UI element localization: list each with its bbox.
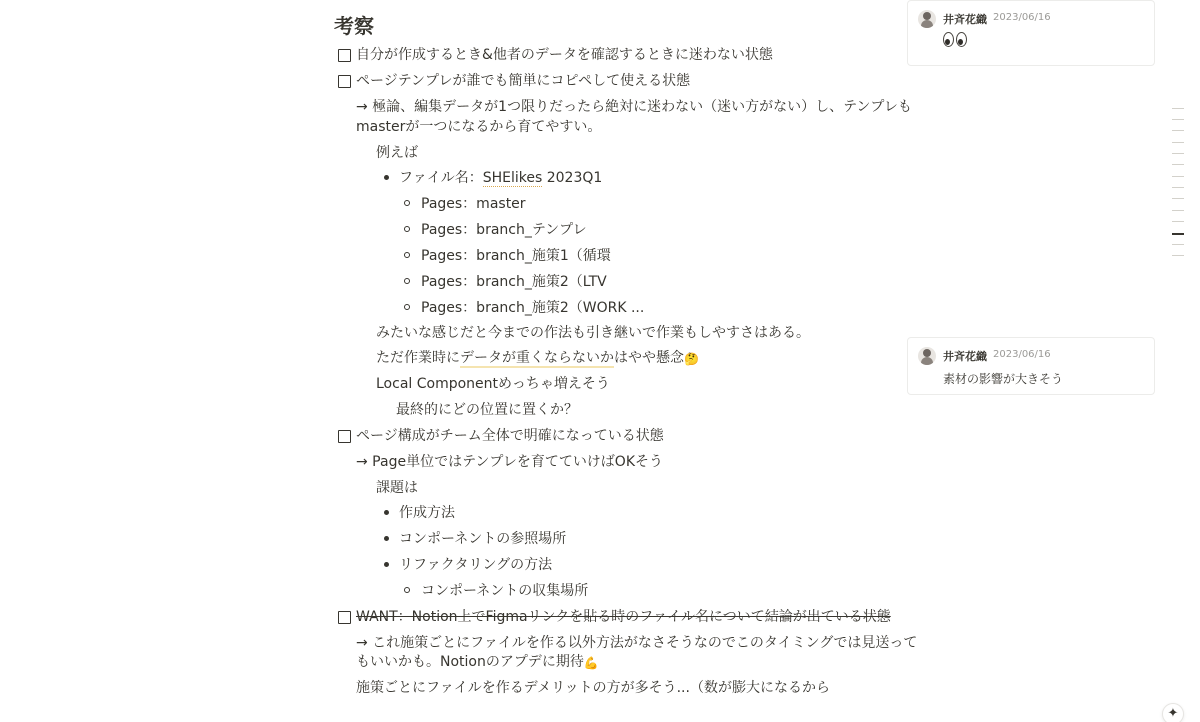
file-brand: SHElikes	[482, 170, 543, 186]
comment-author[interactable]: 井斉花織	[943, 13, 987, 26]
bullet-circle-icon	[404, 304, 410, 310]
todo-checkbox-2[interactable]	[338, 75, 351, 88]
flexed-biceps-icon: 💪	[583, 656, 599, 670]
outline-tick[interactable]	[1172, 221, 1184, 222]
page-item[interactable]: Pages：branch_テンプレ	[421, 222, 587, 238]
document-body	[334, 0, 918, 722]
text-segment: ただ作業時に	[376, 350, 460, 366]
eyes-icon	[943, 32, 969, 50]
todo-checkbox-4[interactable]	[338, 611, 351, 624]
text-line[interactable]: みたいな感じだと今までの作法も引き継いで作業もしやすさはある。	[376, 325, 810, 341]
outline-tick[interactable]	[1172, 244, 1184, 245]
comment-card-2[interactable]	[907, 337, 1155, 395]
bullet-circle-icon	[404, 278, 410, 284]
comment-date: 2023/06/16	[993, 12, 1051, 23]
bullet-circle-icon	[404, 200, 410, 206]
note-line[interactable]	[356, 652, 599, 673]
outline-tick[interactable]	[1172, 130, 1184, 131]
thinking-face-icon: 🤔	[684, 352, 699, 366]
outline-tick[interactable]	[1172, 153, 1184, 154]
text-segment: はやや懸念	[614, 350, 684, 366]
comment-date: 2023/06/16	[993, 349, 1051, 360]
outline-tick[interactable]	[1172, 255, 1184, 256]
bullet-disc-icon	[384, 562, 389, 567]
todo-checkbox-1[interactable]	[338, 49, 351, 62]
note-line[interactable]: → Page単位ではテンプレを育てていけばOKそう	[356, 454, 664, 470]
file-suffix: 2023Q1	[542, 170, 603, 186]
issue-item[interactable]: コンポーネントの参照場所	[399, 531, 567, 547]
outline-tick[interactable]	[1172, 198, 1184, 199]
comment-highlight[interactable]: データが重くならないか	[460, 350, 614, 366]
note-line[interactable]: → 極論、編集データが1つ限りだったら絶対に迷わない（迷い方がない）し、テンプレも	[356, 99, 912, 115]
text-line-commented[interactable]	[376, 348, 699, 369]
todo-checkbox-3[interactable]	[338, 430, 351, 443]
page-item[interactable]: Pages：branch_施策1（循環	[421, 248, 611, 264]
comment-text: 素材の影響が大きそう	[943, 372, 1064, 386]
outline-tick[interactable]	[1172, 210, 1184, 211]
bullet-circle-icon	[404, 226, 410, 232]
outline-tick[interactable]	[1172, 108, 1184, 109]
text-segment: もいいかも。Notionのアプデに期待	[356, 654, 584, 670]
section-heading: 考察	[334, 14, 374, 38]
page-item[interactable]: Pages：branch_施策2（WORK ...	[421, 300, 645, 316]
file-name-item[interactable]	[399, 168, 602, 188]
bullet-disc-icon	[384, 510, 389, 515]
page-item[interactable]: Pages：branch_施策2（LTV	[421, 274, 607, 290]
page-item[interactable]: Pages：master	[421, 196, 526, 212]
todo-text-3[interactable]: ページ構成がチーム全体で明確になっている状態	[356, 428, 664, 444]
note-line[interactable]: → これ施策ごとにファイルを作る以外方法がなさそうなのでこのタイミングでは見送って	[356, 635, 918, 651]
todo-text-1[interactable]: 自分が作成するとき&他者のデータを確認するときに迷わない状態	[356, 47, 773, 63]
text-line[interactable]: 例えば	[376, 145, 418, 161]
outline-tick[interactable]	[1172, 164, 1184, 165]
issue-subitem[interactable]: コンポーネントの収集場所	[421, 583, 589, 599]
text-line[interactable]: 課題は	[376, 480, 418, 496]
outline-tick[interactable]	[1172, 187, 1184, 188]
bullet-disc-icon	[384, 175, 389, 180]
outline-tick[interactable]	[1172, 119, 1184, 120]
todo-text-4[interactable]: WANT：Notion上でFigmaリンクを貼る時のファイル名について結論が出ている状態	[356, 609, 891, 625]
bullet-circle-icon	[404, 252, 410, 258]
file-prefix: ファイル名：	[399, 170, 483, 186]
avatar[interactable]	[918, 10, 936, 28]
bullet-disc-icon	[384, 536, 389, 541]
text-line[interactable]: 施策ごとにファイルを作るデメリットの方が多そう...（数が膨大になるから	[356, 680, 830, 696]
sparkle-icon[interactable]: ✦	[1162, 703, 1184, 722]
todo-text-2[interactable]: ページテンプレが誰でも簡単にコピペして使える状態	[356, 73, 691, 89]
issue-item[interactable]: 作成方法	[399, 505, 455, 521]
outline-tick-active[interactable]	[1172, 233, 1184, 235]
note-line[interactable]: masterが一つになるから育てやすい。	[356, 119, 602, 135]
outline-tick[interactable]	[1172, 142, 1184, 143]
avatar[interactable]	[918, 347, 936, 365]
text-line[interactable]: Local Componentめっちゃ増えそう	[376, 376, 610, 392]
comment-card-1[interactable]	[907, 0, 1155, 66]
outline-tick[interactable]	[1172, 176, 1184, 177]
text-line[interactable]: 最終的にどの位置に置くか？	[396, 402, 578, 418]
comment-author[interactable]: 井斉花織	[943, 350, 987, 363]
bullet-circle-icon	[404, 587, 410, 593]
issue-item[interactable]: リファクタリングの方法	[399, 557, 553, 573]
